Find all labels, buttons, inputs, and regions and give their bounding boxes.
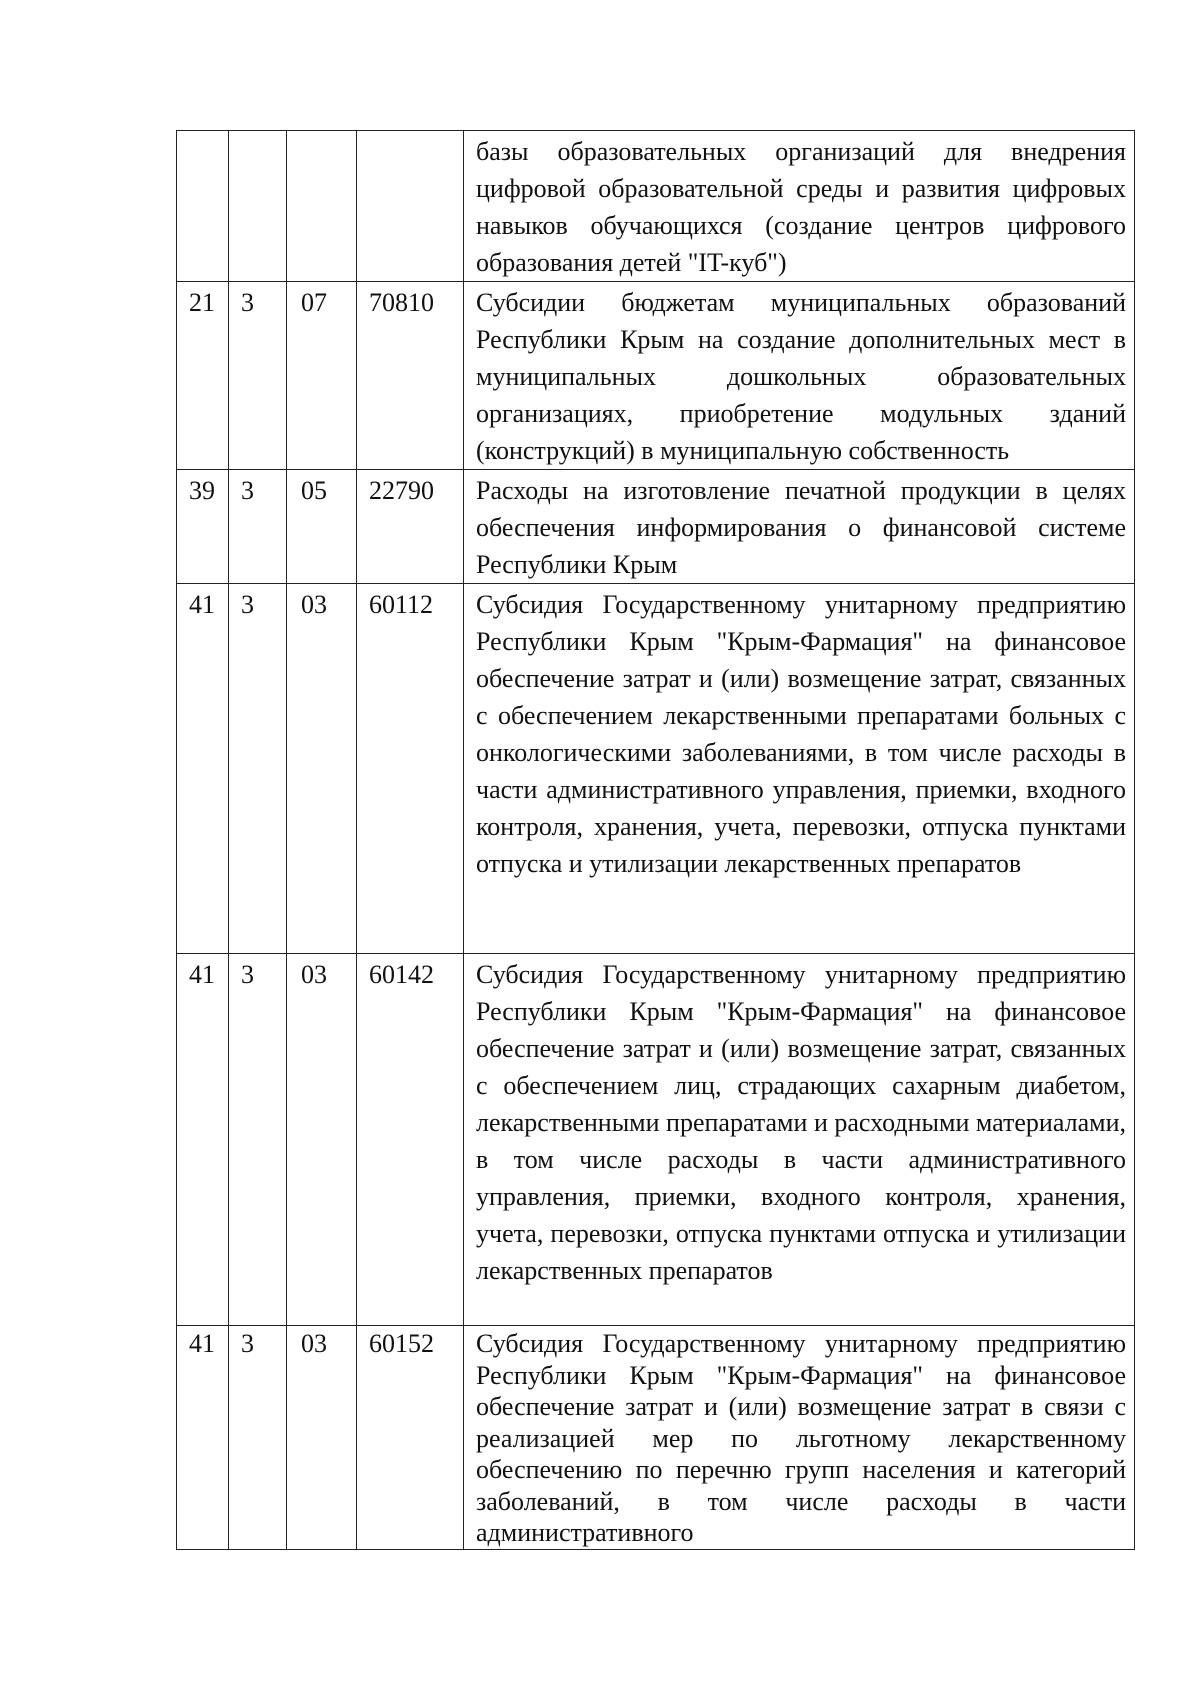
code-cell-2: 3 bbox=[229, 470, 287, 584]
description-cell: Субсидии бюджетам муниципальных образований Республики Крым на создание дополнительных мест в муниципальных дошкольных образовательных организациях, приобретение модульных зданий (конструкций) в муниципальную собственность bbox=[464, 282, 1135, 470]
code-cell-3: 03 bbox=[287, 1326, 357, 1550]
code-cell-4: 60142 bbox=[357, 954, 464, 1326]
code-cell-1 bbox=[177, 131, 229, 282]
table-row bbox=[177, 131, 1135, 282]
table-row bbox=[177, 282, 1135, 470]
description-cell: Субсидия Государственному унитарному предприятию Республики Крым "Крым-Фармация" на финансовое обеспечение затрат и (или) возмещение затрат, связанных с обеспечением лекарственными препаратами больных с онкологическими заболеваниями, в том числе расходы в части административного управления, приемки, входного контроля, хранения, учета, перевозки, отпуска пунктами отпуска и утилизации лекарственных препаратов bbox=[464, 584, 1135, 954]
code-cell-1: 39 bbox=[177, 470, 229, 584]
budget-classification-table bbox=[176, 130, 1135, 1550]
code-cell-2: 3 bbox=[229, 954, 287, 1326]
description-cell: Субсидия Государственному унитарному предприятию Республики Крым "Крым-Фармация" на финансовое обеспечение затрат и (или) возмещение затрат, связанных с обеспечением лиц, страдающих сахарным диабетом, лекарственными препаратами и расходными материалами, в том числе расходы в части административного управления, приемки, входного контроля, хранения, учета, перевозки, отпуска пунктами отпуска и утилизации лекарственных препаратов bbox=[464, 954, 1135, 1326]
code-cell-3: 05 bbox=[287, 470, 357, 584]
code-cell-3: 03 bbox=[287, 584, 357, 954]
code-cell-2: 3 bbox=[229, 282, 287, 470]
code-cell-1: 41 bbox=[177, 954, 229, 1326]
table-row bbox=[177, 954, 1135, 1326]
description-cell: базы образовательных организаций для внедрения цифровой образовательной среды и развития цифровых навыков обучающихся (создание центров цифрового образования детей "IT-куб") bbox=[464, 131, 1135, 282]
code-cell-2: 3 bbox=[229, 1326, 287, 1550]
description-cell: Расходы на изготовление печатной продукции в целях обеспечения информирования о финансовой системе Республики Крым bbox=[464, 470, 1135, 584]
code-cell-3 bbox=[287, 131, 357, 282]
table-row bbox=[177, 470, 1135, 584]
code-cell-3: 03 bbox=[287, 954, 357, 1326]
code-cell-2 bbox=[229, 131, 287, 282]
code-cell-1: 41 bbox=[177, 584, 229, 954]
description-cell: Субсидия Государственному унитарному предприятию Республики Крым "Крым-Фармация" на финансовое обеспечение затрат и (или) возмещение затрат в связи с реализацией мер по льготному лекарственному обеспечению по перечню групп населения и категорий заболеваний, в том числе расходы в части административного bbox=[464, 1326, 1135, 1550]
code-cell-3: 07 bbox=[287, 282, 357, 470]
code-cell-1: 41 bbox=[177, 1326, 229, 1550]
code-cell-4 bbox=[357, 131, 464, 282]
code-cell-4: 22790 bbox=[357, 470, 464, 584]
code-cell-4: 60112 bbox=[357, 584, 464, 954]
table-row bbox=[177, 584, 1135, 954]
code-cell-2: 3 bbox=[229, 584, 287, 954]
code-cell-4: 70810 bbox=[357, 282, 464, 470]
code-cell-4: 60152 bbox=[357, 1326, 464, 1550]
code-cell-1: 21 bbox=[177, 282, 229, 470]
table-row bbox=[177, 1326, 1135, 1550]
